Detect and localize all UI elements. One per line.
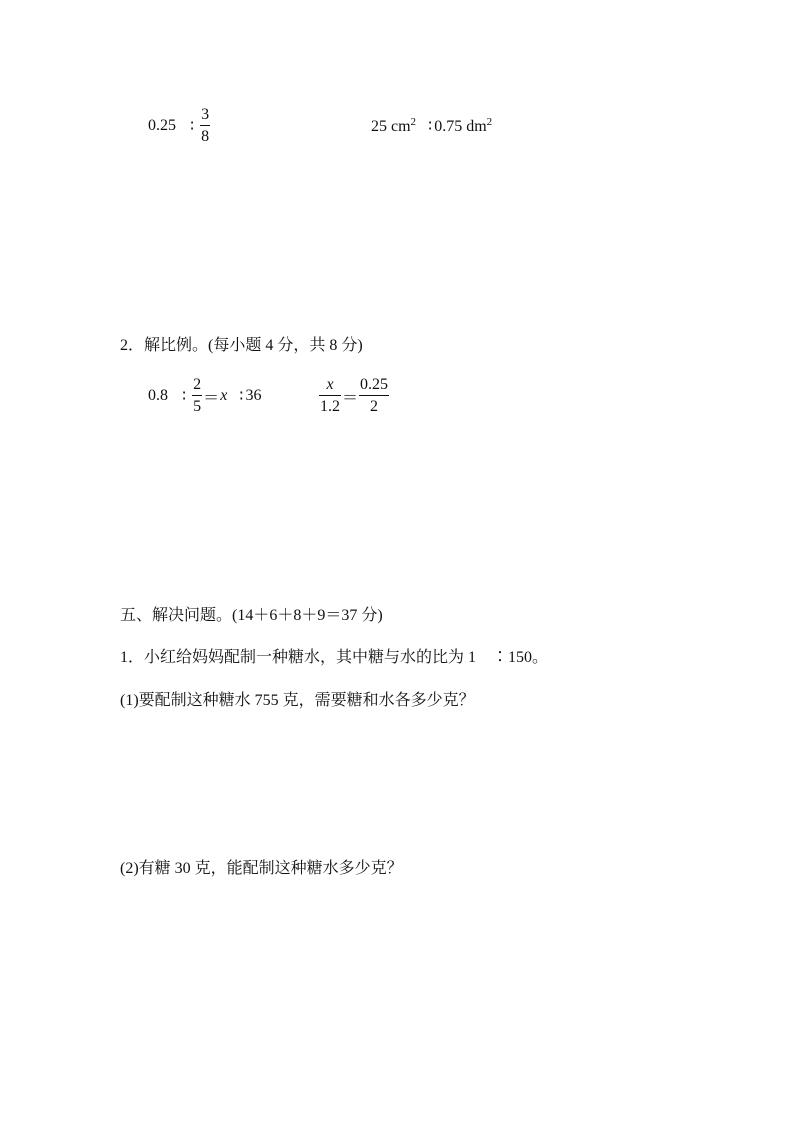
variable-x: x	[220, 387, 228, 404]
fraction-numerator: x	[319, 377, 341, 396]
question-1-part-1: (1)要配制这种糖水 755 克，需要糖和水各多少克？	[120, 692, 475, 709]
fraction	[200, 107, 210, 145]
question-1-part-2: (2)有糖 30 克，能配制这种糖水多少克？	[120, 860, 403, 877]
equals-sign: ＝	[342, 389, 359, 407]
ratio-colon: ∶	[239, 388, 244, 405]
exponent: 2	[486, 116, 493, 128]
equation-a	[148, 377, 261, 415]
question-1: 1．小红给妈妈配制一种糖水，其中糖与水的比为 1 ∶150。	[120, 649, 549, 666]
ratio-colon: ∶	[182, 388, 187, 405]
equals-sign: ＝	[203, 389, 220, 407]
fraction-numerator: 2	[192, 377, 202, 396]
fraction-denominator: 1.2	[320, 398, 340, 415]
fraction-denominator: 8	[201, 128, 210, 145]
fraction-denominator: 2	[370, 398, 379, 415]
fraction	[359, 377, 389, 415]
fraction	[319, 377, 341, 415]
equation-right-value: 36	[245, 387, 262, 404]
equation-left-value: 0.8	[148, 387, 168, 404]
fraction	[192, 377, 202, 415]
fraction-numerator: 3	[200, 107, 210, 126]
ratio-left-value: 25 cm	[371, 118, 411, 135]
ratio-left-value: 0.25	[148, 117, 176, 134]
ratio-colon: ∶	[190, 118, 195, 135]
fraction-denominator: 5	[193, 398, 202, 415]
section-2-heading: 2．解比例。(每小题 4 分，共 8 分)	[120, 337, 363, 354]
equation-b	[319, 377, 389, 415]
ratio-right-value: 0.75 dm	[434, 118, 487, 135]
fraction-numerator: 0.25	[359, 377, 389, 396]
exponent: 2	[410, 116, 417, 128]
ratio-item-b	[371, 115, 492, 139]
ratio-item-a	[148, 107, 210, 145]
ratio-colon: ∶	[428, 118, 433, 135]
section-5-heading: 五、解决问题。(14＋6＋8＋9＝37 分)	[120, 607, 383, 624]
